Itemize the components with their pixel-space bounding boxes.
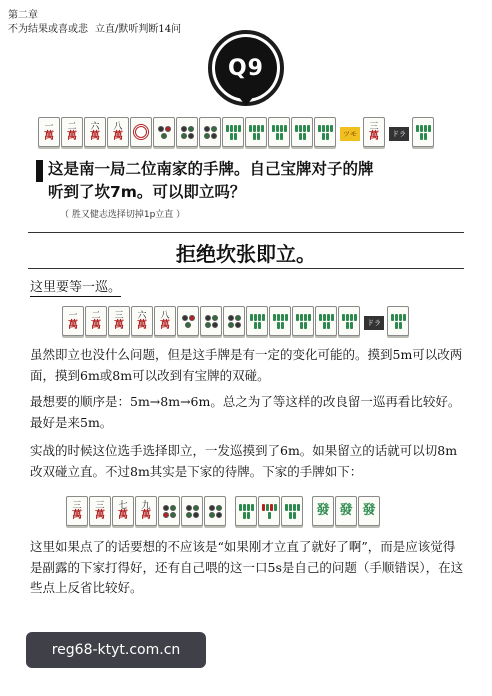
pin-1-tile [130,117,152,147]
question-line-1: 这是南一局二位南家的手牌。自己宝牌对子的牌 [48,160,374,178]
pin-5-tile [158,496,180,526]
pin-4-tile [200,306,222,336]
man-7-tile: 七 萬 [112,496,134,526]
dora-indicator-tile [412,117,434,147]
man-8-tile: 八 萬 [107,117,129,147]
man-2-tile: 二 萬 [85,306,107,336]
hand-tiles-row [38,117,435,147]
section-heading: 这里要等一巡。 [30,276,121,297]
question-line-2: 听到了坎7m。可以即立吗？ [48,183,246,201]
answer-top-rule [28,232,464,233]
man-6-tile: 六 萬 [84,117,106,147]
man-9-tile: 九 萬 [135,496,157,526]
man-3-tile: 三 萬 [66,496,88,526]
pin-4-tile [204,496,226,526]
sou-tile [314,117,336,147]
dora-label: ドラ [364,316,384,330]
pin-4-tile [176,117,198,147]
pin-4-tile [223,306,245,336]
section-subtitle: 立直/默听判断14问 [95,24,182,35]
paragraph-1: 虽然即立也没什么问题，但是这手牌是有一定的变化可能的。摸到5m可以改两面，摸到6m或8m可以改到有宝牌的双碰。 [30,347,463,383]
paragraph-2: 最想要的顺序是：5m→8m→6m。总之为了等这样的改良留一巡再看比较好。最好是来5m。 [30,394,461,430]
question-marker-bar [36,160,43,182]
question-badge: Q9 [215,37,277,99]
sou-tile [258,496,280,526]
hatsu-tile: 發 [358,496,380,526]
sou-tile [315,306,337,336]
sou-tile [281,496,303,526]
paragraph-3: 实战的时候这位选手选择即立，一发巡摸到了6m。如果留立的话就可以切8m改双碰立直。不过8m其实是下家的待牌。下家的手牌如下： [30,443,458,479]
answer-bottom-rule [28,268,464,269]
man-8-tile: 八 萬 [154,306,176,336]
question-note: （ 胜又健志选择切掉1p立直 ） [60,210,186,220]
question-text [48,158,468,204]
man-1-tile: 一 萬 [62,306,84,336]
tsumo-label: ツモ [340,127,360,141]
dora-label: ドラ [389,127,409,141]
sou-tile [235,496,257,526]
man-3-tile: 三 萬 [89,496,111,526]
chapter-subtitle: 不为结果或喜或悲 [8,24,88,35]
sou-tile [292,306,314,336]
man-2-tile: 二 萬 [61,117,83,147]
sou-tile [268,117,290,147]
chapter-label: 第二章 [8,10,38,21]
tsumo-tile: 三 萬 [363,117,385,147]
sou-tile [222,117,244,147]
man-6-tile: 六 萬 [131,306,153,336]
pin-4-tile [181,496,203,526]
man-3-tile: 三 萬 [108,306,130,336]
pin-3-tile [177,306,199,336]
question-badge-pointer [238,96,254,106]
sou-tile [245,117,267,147]
dora-indicator-tile [387,306,409,336]
man-1-tile: 一 萬 [38,117,60,147]
sou-tile [338,306,360,336]
sou-tile [246,306,268,336]
sou-tile [291,117,313,147]
opponent-hand-row [66,496,381,526]
pin-4-tile [199,117,221,147]
hand-tiles-row-2 [62,306,410,336]
pin-3-tile [153,117,175,147]
watermark-banner: reg68-ktyt.com.cn [26,632,206,668]
hatsu-tile: 發 [312,496,334,526]
paragraph-4: 这里如果点了的话要想的不应该是“如果刚才立直了就好了啊”，而是应该觉得是副露的下家打得好，还有自己喂的这一口5s是自己的问题（手顺错误），在这些点上反省比较好。 [30,539,464,595]
answer-title: 拒绝坎张即立。 [176,242,316,266]
hatsu-tile: 發 [335,496,357,526]
sou-tile [269,306,291,336]
